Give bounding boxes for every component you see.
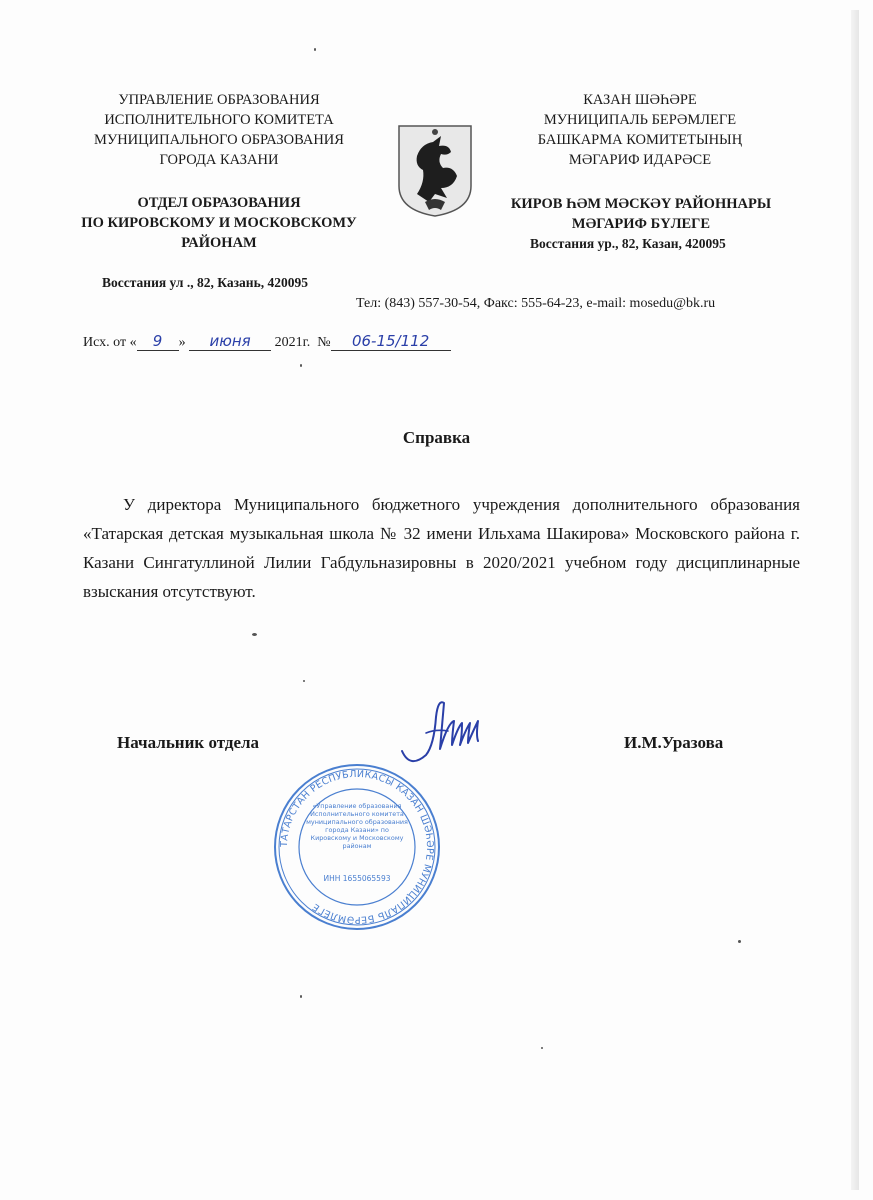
header-right-unit-line: КИРОВ ҺӘМ МӘСКӘҮ РАЙОННАРЫ <box>510 196 772 212</box>
official-stamp <box>272 762 442 932</box>
header-left-unit <box>64 193 374 253</box>
header-left-unit-line: ОТДЕЛ ОБРАЗОВАНИЯ <box>137 195 301 211</box>
header-left-line: ГОРОДА КАЗАНИ <box>159 152 279 168</box>
stamp-outer-text: ТАТАРСТАН РЕСПУБЛИКАСЫ КАЗАН ШӘҺӘРЕ МУНИЦИПАЛЬ БЕРӘМЛЕГЕ <box>278 768 436 926</box>
outgoing-mid: » <box>178 335 186 350</box>
header-left-org <box>64 90 374 170</box>
header-left-line: МУНИЦИПАЛЬНОГО ОБРАЗОВАНИЯ <box>94 132 344 148</box>
header-right-line: МУНИЦИПАЛЬ БЕРӘМЛЕГЕ <box>543 112 737 128</box>
page-edge-shadow <box>851 10 859 1190</box>
outgoing-number: 06-15/112 <box>331 332 451 351</box>
header-right-line: БАШКАРМА КОМИТЕТЫНЫҢ <box>537 132 743 148</box>
header-right-address: Восстания ур., 82, Казан, 420095 <box>530 236 726 251</box>
header-left-line: УПРАВЛЕНИЕ ОБРАЗОВАНИЯ <box>118 92 320 108</box>
header-left-unit-line: РАЙОНАМ <box>181 235 257 251</box>
stamp-inner-text: «Управление образования Исполнительного комитета муниципального образования города Казани» по Кировскому и Московскому районам <box>306 802 408 850</box>
scan-speck <box>300 995 302 998</box>
header-left-line: ИСПОЛНИТЕЛЬНОГО КОМИТЕТА <box>104 112 334 128</box>
document-body-text: У директора Муниципального бюджетного учреждения дополнительного образования «Татарская детская музыкальная школа № 32 имени Ильхама Шакирова» Московского района г. Казани Сингатуллиной Лилии Габдульназировны в 2020/2021 учебном году дисциплинарные взыскания отсутствуют. <box>83 495 800 601</box>
outgoing-year: 2021г. <box>274 335 311 350</box>
document-title: Справка <box>402 428 471 447</box>
header-right-unit <box>486 194 796 234</box>
document-body <box>83 490 800 606</box>
outgoing-reference <box>83 332 451 351</box>
header-right-line: КАЗАН ШӘҺӘРЕ <box>583 92 697 108</box>
kazan-coat-of-arms-icon <box>395 122 475 218</box>
scan-speck <box>314 48 316 51</box>
header-right-unit-line: МӘГАРИФ БҮЛЕГЕ <box>571 216 711 232</box>
signatory-title: Начальник отдела <box>117 733 260 752</box>
contacts-line: Тел: (843) 557-30-54, Факс: 555-64-23, e-mail: mosedu@bk.ru <box>356 296 716 311</box>
signatory-name: И.М.Уразова <box>624 733 724 752</box>
scan-speck <box>738 940 741 943</box>
outgoing-day: 9 <box>137 332 179 351</box>
scan-speck <box>541 1047 543 1049</box>
scan-speck <box>252 633 257 636</box>
stamp-inn: ИНН 1655065593 <box>323 874 391 883</box>
scan-speck <box>300 364 302 367</box>
header-right-line: МӘГАРИФ ИДАРӘСЕ <box>568 152 712 168</box>
header-right-org <box>480 90 800 170</box>
scan-speck <box>303 680 305 682</box>
header-left-address: Восстания ул ., 82, Казань, 420095 <box>102 275 308 290</box>
outgoing-month: июня <box>189 332 271 351</box>
outgoing-prefix: Исх. от « <box>83 335 137 350</box>
outgoing-number-label: № <box>317 335 331 350</box>
header-left-unit-line: ПО КИРОВСКОМУ И МОСКОВСКОМУ <box>81 215 357 231</box>
